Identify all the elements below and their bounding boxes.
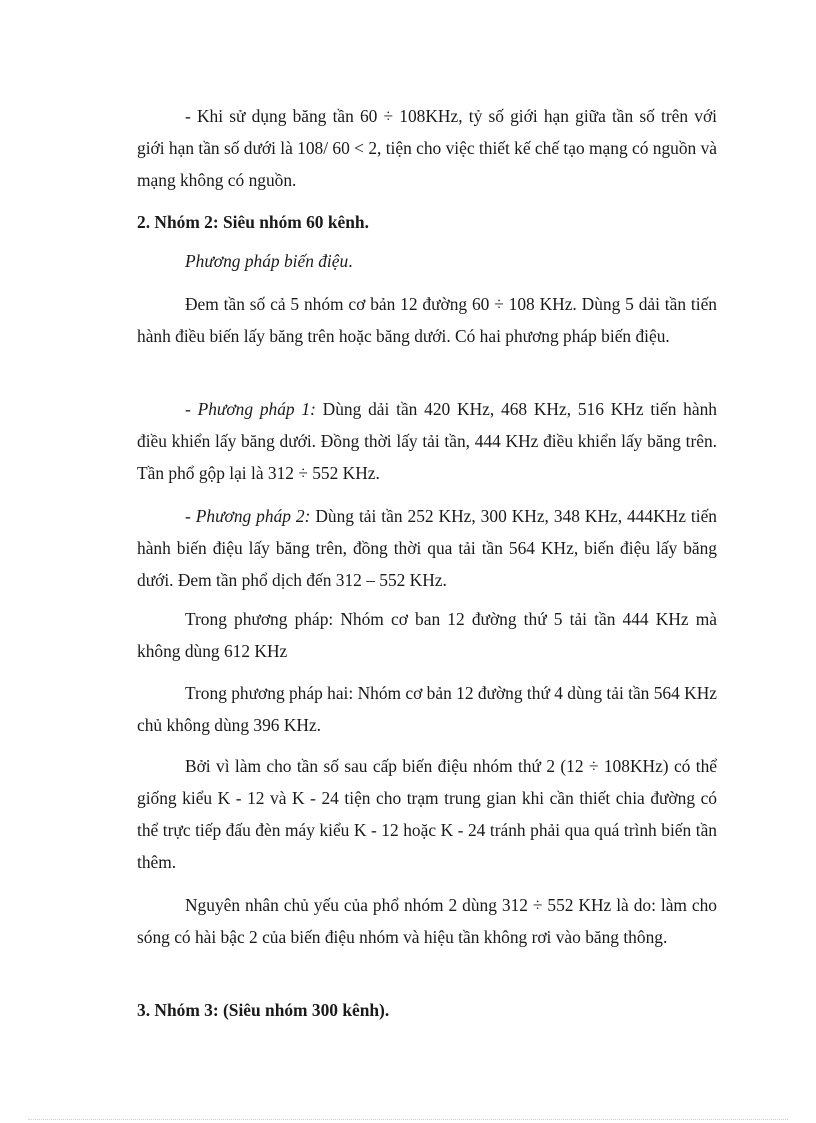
footer-divider xyxy=(28,1119,788,1120)
paragraph-bandwidth-ratio: - Khi sử dụng băng tần 60 ÷ 108KHz, tỷ số giới hạn giữa tần số trên với giới hạn tần số dưới là 108/ 60 < 2, tiện cho việc thiết kế chế tạo mạng có nguồn và mạng không có nguồn. xyxy=(137,106,717,190)
method-1-prefix: - xyxy=(185,399,198,419)
paragraph-method-2 xyxy=(137,500,717,596)
method-title-suffix: . xyxy=(348,251,353,271)
paragraph-method-note-2: Trong phương pháp hai: Nhóm cơ bản 12 đường thứ 4 dùng tải tần 564 KHz chủ không dùng 396 KHz. xyxy=(137,683,717,735)
paragraph-method-1 xyxy=(137,393,717,489)
paragraph-reason: Bởi vì làm cho tần số sau cấp biến điệu nhóm thứ 2 (12 ÷ 108KHz) có thể giống kiểu K - 12 và K - 24 tiện cho trạm trung gian khi cần thiết chia đường có thể trực tiếp đấu đèn máy kiểu K - 12 hoặc K - 24 tránh phải qua quá trình biến tần thêm. xyxy=(137,756,717,872)
heading-group-2: 2. Nhóm 2: Siêu nhóm 60 kênh. xyxy=(137,212,369,232)
method-title: Phương pháp biến điệu xyxy=(185,251,349,271)
paragraph-method-note-1: Trong phương pháp: Nhóm cơ ban 12 đường thứ 5 tải tần 444 KHz mà không dùng 612 KHz xyxy=(137,609,717,661)
paragraph-method-title xyxy=(137,245,717,277)
paragraph-modulation-intro: Đem tần số cả 5 nhóm cơ bản 12 đường 60 ÷ 108 KHz. Dùng 5 dải tần tiến hành điều biến lấy băng trên hoặc băng dưới. Có hai phương pháp biến điệu. xyxy=(137,294,717,346)
paragraph-main-cause: Nguyên nhân chủ yếu của phổ nhóm 2 dùng 312 ÷ 552 KHz là do: làm cho sóng có hài bậc 2 của biến điệu nhóm và hiệu tần không rơi vào băng thông. xyxy=(137,895,717,947)
heading-group-3: 3. Nhóm 3: (Siêu nhóm 300 kênh). xyxy=(137,1000,390,1020)
method-2-label: - Phương pháp 2: xyxy=(185,506,311,526)
method-2-text: Dùng tải tần 252 KHz, 300 KHz, 348 KHz, 444KHz tiến hành biến điệu lấy băng trên, đồng thời qua tải tần 564 KHz, biến điệu lấy băng dưới. Đem tần phổ dịch đến 312 – 552 KHz. xyxy=(137,506,717,590)
method-1-label: Phương pháp 1: xyxy=(197,399,316,419)
method-1-text: Dùng dải tần 420 KHz, 468 KHz, 516 KHz tiến hành điều khiển lấy băng dưới. Đồng thời lấy tải tần, 444 KHz điều khiển lấy băng trên. Tần phổ gộp lại là 312 ÷ 552 KHz. xyxy=(137,399,717,483)
